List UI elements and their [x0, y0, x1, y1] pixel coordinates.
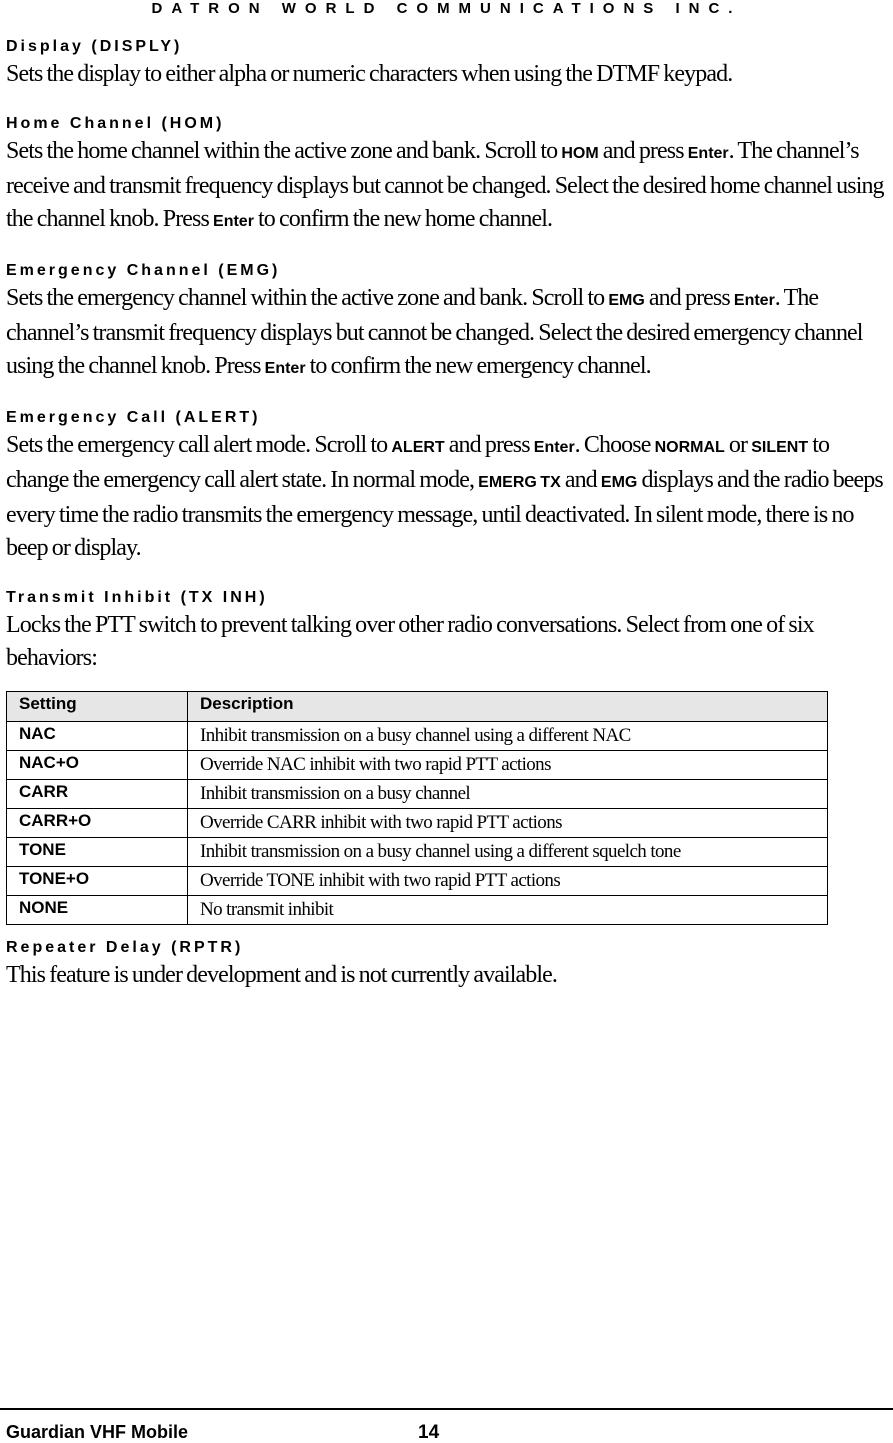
setting-cell: NAC: [7, 722, 188, 751]
section-title: Emergency Channel (EMG): [6, 262, 281, 279]
tx-inhibit-table: [6, 691, 828, 925]
section-text: Sets the emergency channel within the active zone and bank. Scroll to EMG and press Enter. The channel’s transmit frequency displays but cannot be changed. Select the desired emergency channel using the channel knob. Press Enter to confirm the new emergency channel.: [6, 285, 863, 379]
keyword: ALERT: [391, 439, 445, 456]
section-home-channel: [6, 113, 888, 238]
keyword: Enter: [213, 213, 254, 230]
description-cell: Inhibit transmission on a busy channel using a different NAC: [188, 722, 828, 751]
section-title: Home Channel (HOM): [6, 115, 225, 132]
keyword: EMG: [608, 292, 645, 309]
footer-rule: [0, 1408, 893, 1410]
setting-cell: CARR: [7, 780, 188, 809]
setting-cell: NONE: [7, 896, 188, 925]
keyword: Enter: [533, 439, 575, 456]
section-repeater-delay: [6, 937, 888, 992]
description-cell: No transmit inhibit: [188, 896, 828, 925]
table-row: [7, 838, 828, 867]
table-header-row: [7, 692, 828, 722]
section-title: Display (DISPLY): [6, 38, 183, 55]
description-cell: Inhibit transmission on a busy channel: [188, 780, 828, 809]
description-cell: Override NAC inhibit with two rapid PTT actions: [188, 751, 828, 780]
footer-product: Guardian VHF Mobile: [6, 1422, 189, 1442]
section-title: Repeater Delay (RPTR): [6, 939, 244, 956]
keyword: EMG: [600, 474, 638, 491]
description-cell: Override TONE inhibit with two rapid PTT actions: [188, 867, 828, 896]
keyword: EMERG TX: [478, 474, 561, 491]
section-text: Sets the home channel within the active zone and bank. Scroll to HOM and press Enter. The channel’s receive and transmit frequency displays but cannot be changed. Select the desired home channel using the channel knob. Press Enter to confirm the new home channel.: [6, 138, 884, 232]
keyword: Enter: [733, 292, 775, 309]
setting-cell: CARR+O: [7, 809, 188, 838]
setting-cell: NAC+O: [7, 751, 188, 780]
column-header-description: Description: [188, 692, 828, 722]
table-row: [7, 809, 828, 838]
column-header-setting: Setting: [7, 692, 188, 722]
keyword: NORMAL: [654, 439, 725, 456]
keyword: Enter: [687, 145, 729, 162]
table-row: [7, 867, 828, 896]
keyword: HOM: [561, 145, 599, 162]
table-row: [7, 722, 828, 751]
page-number: 14: [418, 1422, 440, 1443]
section-emergency-call: [6, 407, 888, 565]
description-cell: Override CARR inhibit with two rapid PTT actions: [188, 809, 828, 838]
section-title: Transmit Inhibit (TX INH): [6, 589, 268, 606]
section-text: Locks the PTT switch to prevent talking over other radio conversations. Select from one of six behaviors:: [6, 612, 814, 671]
section-display: [6, 36, 888, 91]
section-text: Sets the emergency call alert mode. Scroll to ALERT and press Enter. Choose NORMAL or SILENT to change the emergency call alert state. In normal mode, EMERG TX and EMG displays and the radio beeps every time the radio transmits the emergency message, until deactivated. In silent mode, there is no beep or display.: [6, 432, 883, 561]
section-transmit-inhibit: [6, 587, 888, 925]
keyword: Enter: [264, 360, 306, 377]
section-title: Emergency Call (ALERT): [6, 409, 261, 426]
table-row: [7, 896, 828, 925]
table-row: [7, 751, 828, 780]
setting-cell: TONE: [7, 838, 188, 867]
section-emergency-channel: [6, 260, 888, 385]
page-content: [6, 36, 888, 1014]
section-text: This feature is under development and is not currently available.: [6, 962, 557, 988]
table-row: [7, 780, 828, 809]
page-header: DATRON WORLD COMMUNICATIONS INC.: [151, 0, 742, 17]
description-cell: Inhibit transmission on a busy channel using a different squelch tone: [188, 838, 828, 867]
section-text: Sets the display to either alpha or numeric characters when using the DTMF keypad.: [6, 61, 733, 87]
keyword: SILENT: [751, 439, 809, 456]
setting-cell: TONE+O: [7, 867, 188, 896]
